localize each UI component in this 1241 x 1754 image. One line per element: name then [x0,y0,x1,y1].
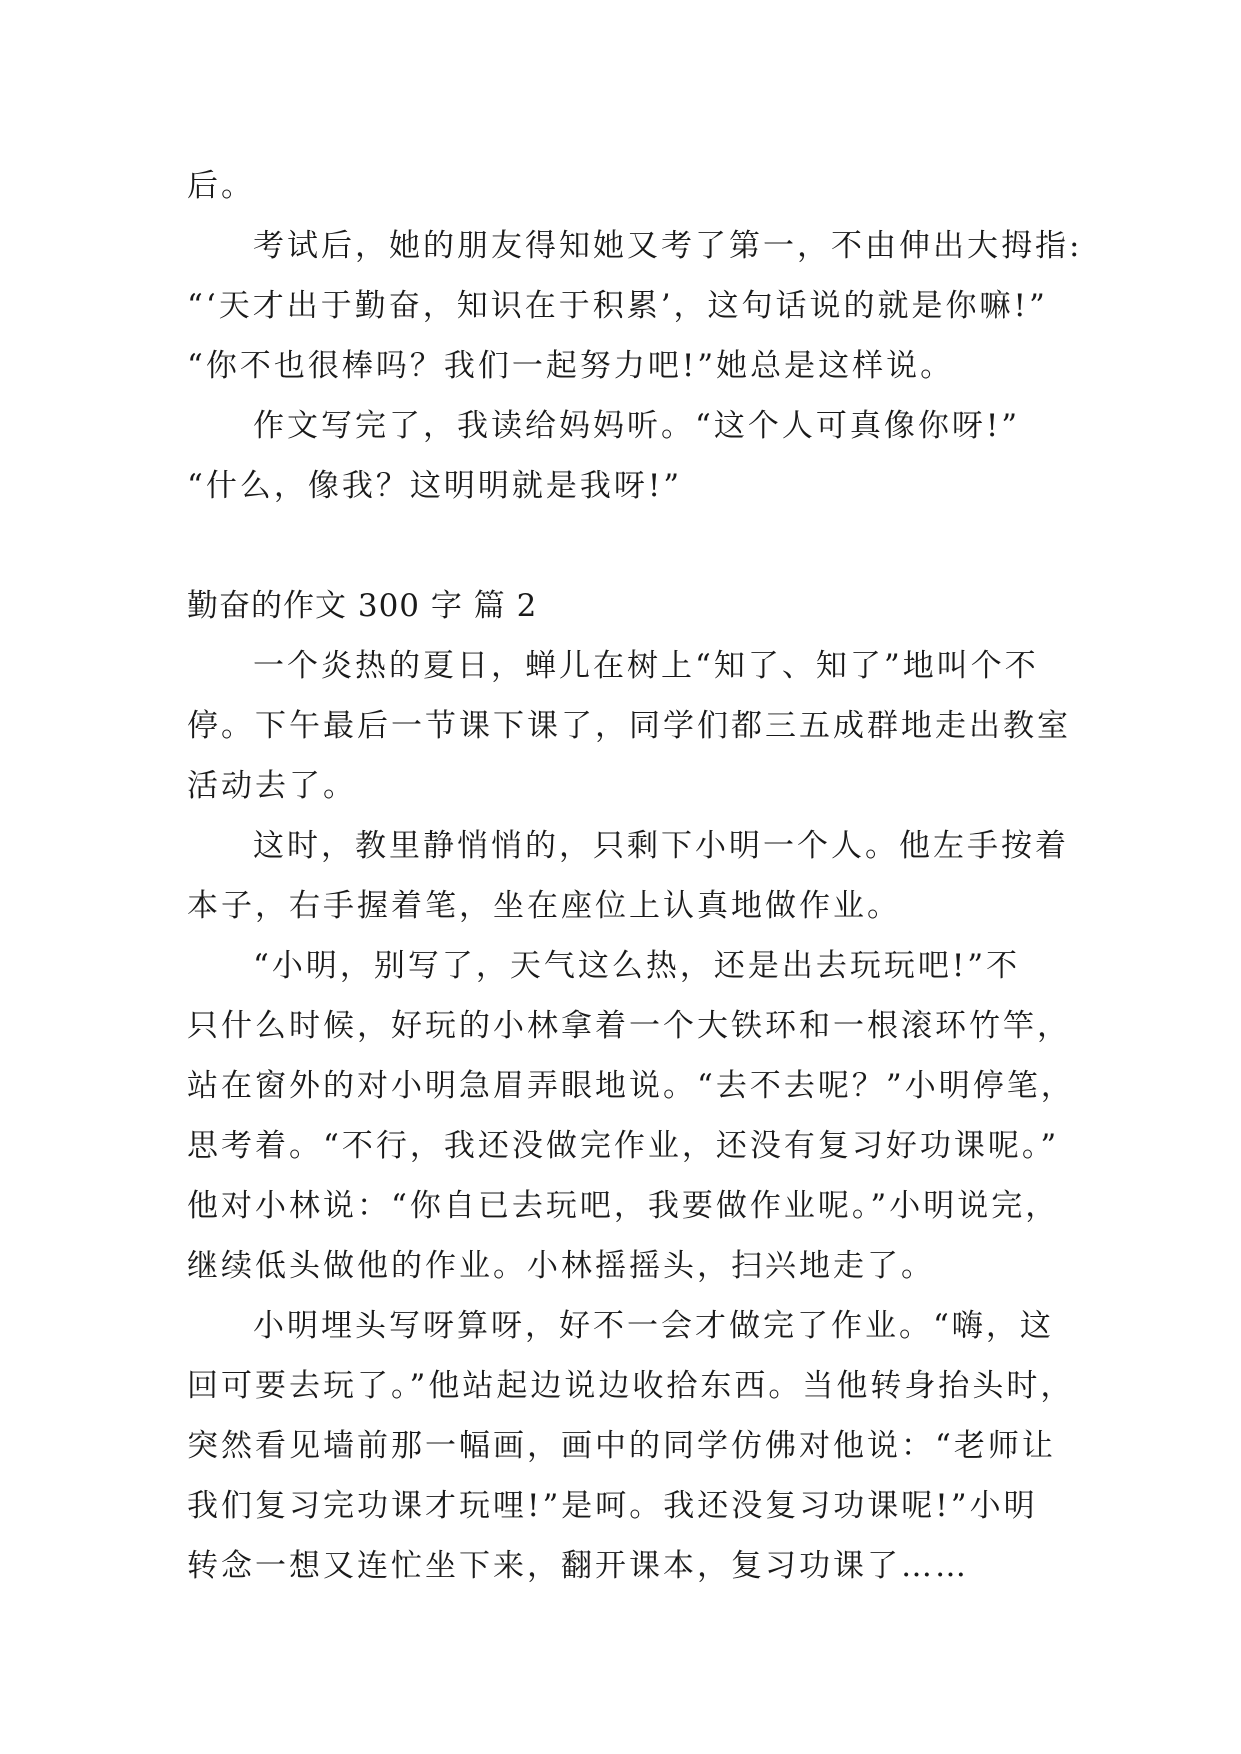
paragraph-line: 本子，右手握着笔，坐在座位上认真地做作业。 [187,888,901,924]
section-heading: 勤奋的作文 300 字 篇 2 [187,588,538,624]
paragraph-line: 考试后，她的朋友得知她又考了第一，不由伸出大拇指: [253,228,1083,264]
paragraph-line: 小明埋头写呀算呀，好不一会才做完了作业。“嗨，这 [253,1308,1054,1344]
paragraph-line: 突然看见墙前那一幅画，画中的同学仿佛对他说：“老师让 [187,1428,1056,1464]
paragraph-line: 作文写完了，我读给妈妈听。“这个人可真像你呀!” [253,408,1021,444]
paragraph-line: 这时，教里静悄悄的，只剩下小明一个人。他左手按着 [253,828,1069,864]
paragraph-line: 回可要去玩了。”他站起边说边收拾东西。当他转身抬头时， [187,1368,1075,1404]
paragraph-line: 后。 [187,168,255,204]
paragraph-line: 一个炎热的夏日，蝉儿在树上“知了、知了”地叫个不 [253,648,1039,684]
paragraph-line: “什么，像我？这明明就是我呀!” [187,468,683,504]
paragraph-line: “小明，别写了，天气这么热，还是出去玩玩吧!”不 [253,948,1021,984]
paragraph-line: “你不也很棒吗？我们一起努力吧!”她总是这样说。 [187,348,955,384]
paragraph-line: 活动去了。 [187,768,357,804]
paragraph-line: 只什么时候，好玩的小林拿着一个大铁环和一根滚环竹竿， [187,1008,1071,1044]
paragraph-line: 我们复习完功课才玩哩!”是呵。我还没复习功课呢!”小明 [187,1488,1038,1524]
paragraph-line: 站在窗外的对小明急眉弄眼地说。“去不去呢？”小明停笔， [187,1068,1075,1104]
paragraph-line: 思考着。“不行，我还没做完作业，还没有复习好功课呢。” [187,1128,1060,1164]
paragraph-line: 停。下午最后一节课下课了，同学们都三五成群地走出教室 [187,708,1071,744]
paragraph-line: 继续低头做他的作业。小林摇摇头，扫兴地走了。 [187,1248,935,1284]
paragraph-line: 他对小林说：“你自已去玩吧，我要做作业呢。”小明说完， [187,1188,1060,1224]
paragraph-line: 转念一想又连忙坐下来，翻开课本，复习功课了…… [187,1548,969,1584]
paragraph-line: “‘天才出于勤奋，知识在于积累’，这句话说的就是你嘛!” [187,288,1048,324]
